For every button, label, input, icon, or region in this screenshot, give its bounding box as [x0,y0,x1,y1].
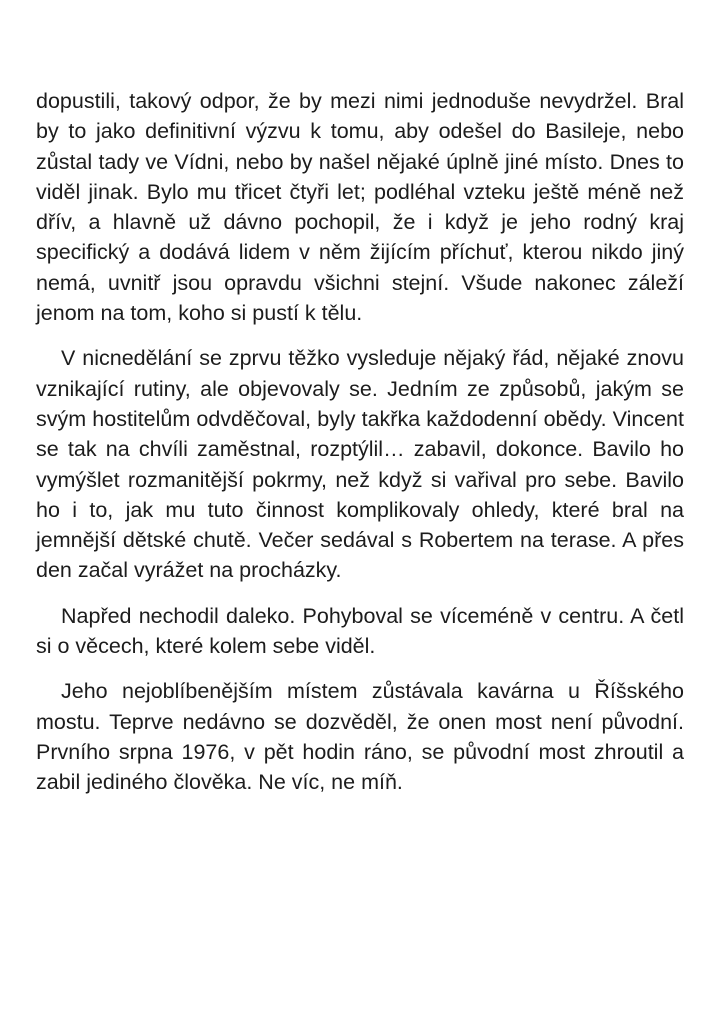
paragraph-4: Jeho nejoblíbenějším místem zůstávala kavárna u Říšského mostu. Teprve nedávno se dozvěděl, že onen most není původní. Prvního srpna 1976, v pět hodin ráno, se původní most zhroutil a zabil jediného člověka. Ne víc, ne míň. [36,679,684,795]
paragraph-3: Napřed nechodil daleko. Pohyboval se víceméně v centru. A četl si o věcech, které kolem sebe viděl. [36,603,684,659]
paragraph-2: V nicnedělání se zprvu těžko vysleduje nějaký řád, nějaké znovu vznikající rutiny, ale objevovaly se. Jedním ze způsobů, jakým se svým hostitelům odvděčoval, byly takřka každodenní obědy. Vincent se tak na chvíli zaměstnal, rozptýlil… zabavil, dokonce. Bavilo ho vymýšlet rozmanitější pokrmy, než když si vařival pro sebe. Bavilo ho i to, jak mu tuto činnost komplikovaly ohledy, které bral na jemnější dětské chutě. Večer sedával s Robertem na terase. A přes den začal vyrážet na procházky. [36,346,684,583]
paragraph-1: dopustili, takový odpor, že by mezi nimi jednoduše nevydržel. Bral by to jako definitivní výzvu k tomu, aby odešel do Basileje, nebo zůstal tady ve Vídni, nebo by našel nějaké úplně jiné místo. Dnes to viděl jinak. Bylo mu třicet čtyři let; podléhal vzteku ještě méně než dřív, a hlavně už dávno pochopil, že i když je jeho rodný kraj specifický a dodává lidem v něm žijícím příchuť, kterou nikdo jiný nemá, uvnitř jsou opravdu všichni stejní. Všude nakonec záleží jenom na tom, koho si pustí k tělu. [36,89,684,326]
